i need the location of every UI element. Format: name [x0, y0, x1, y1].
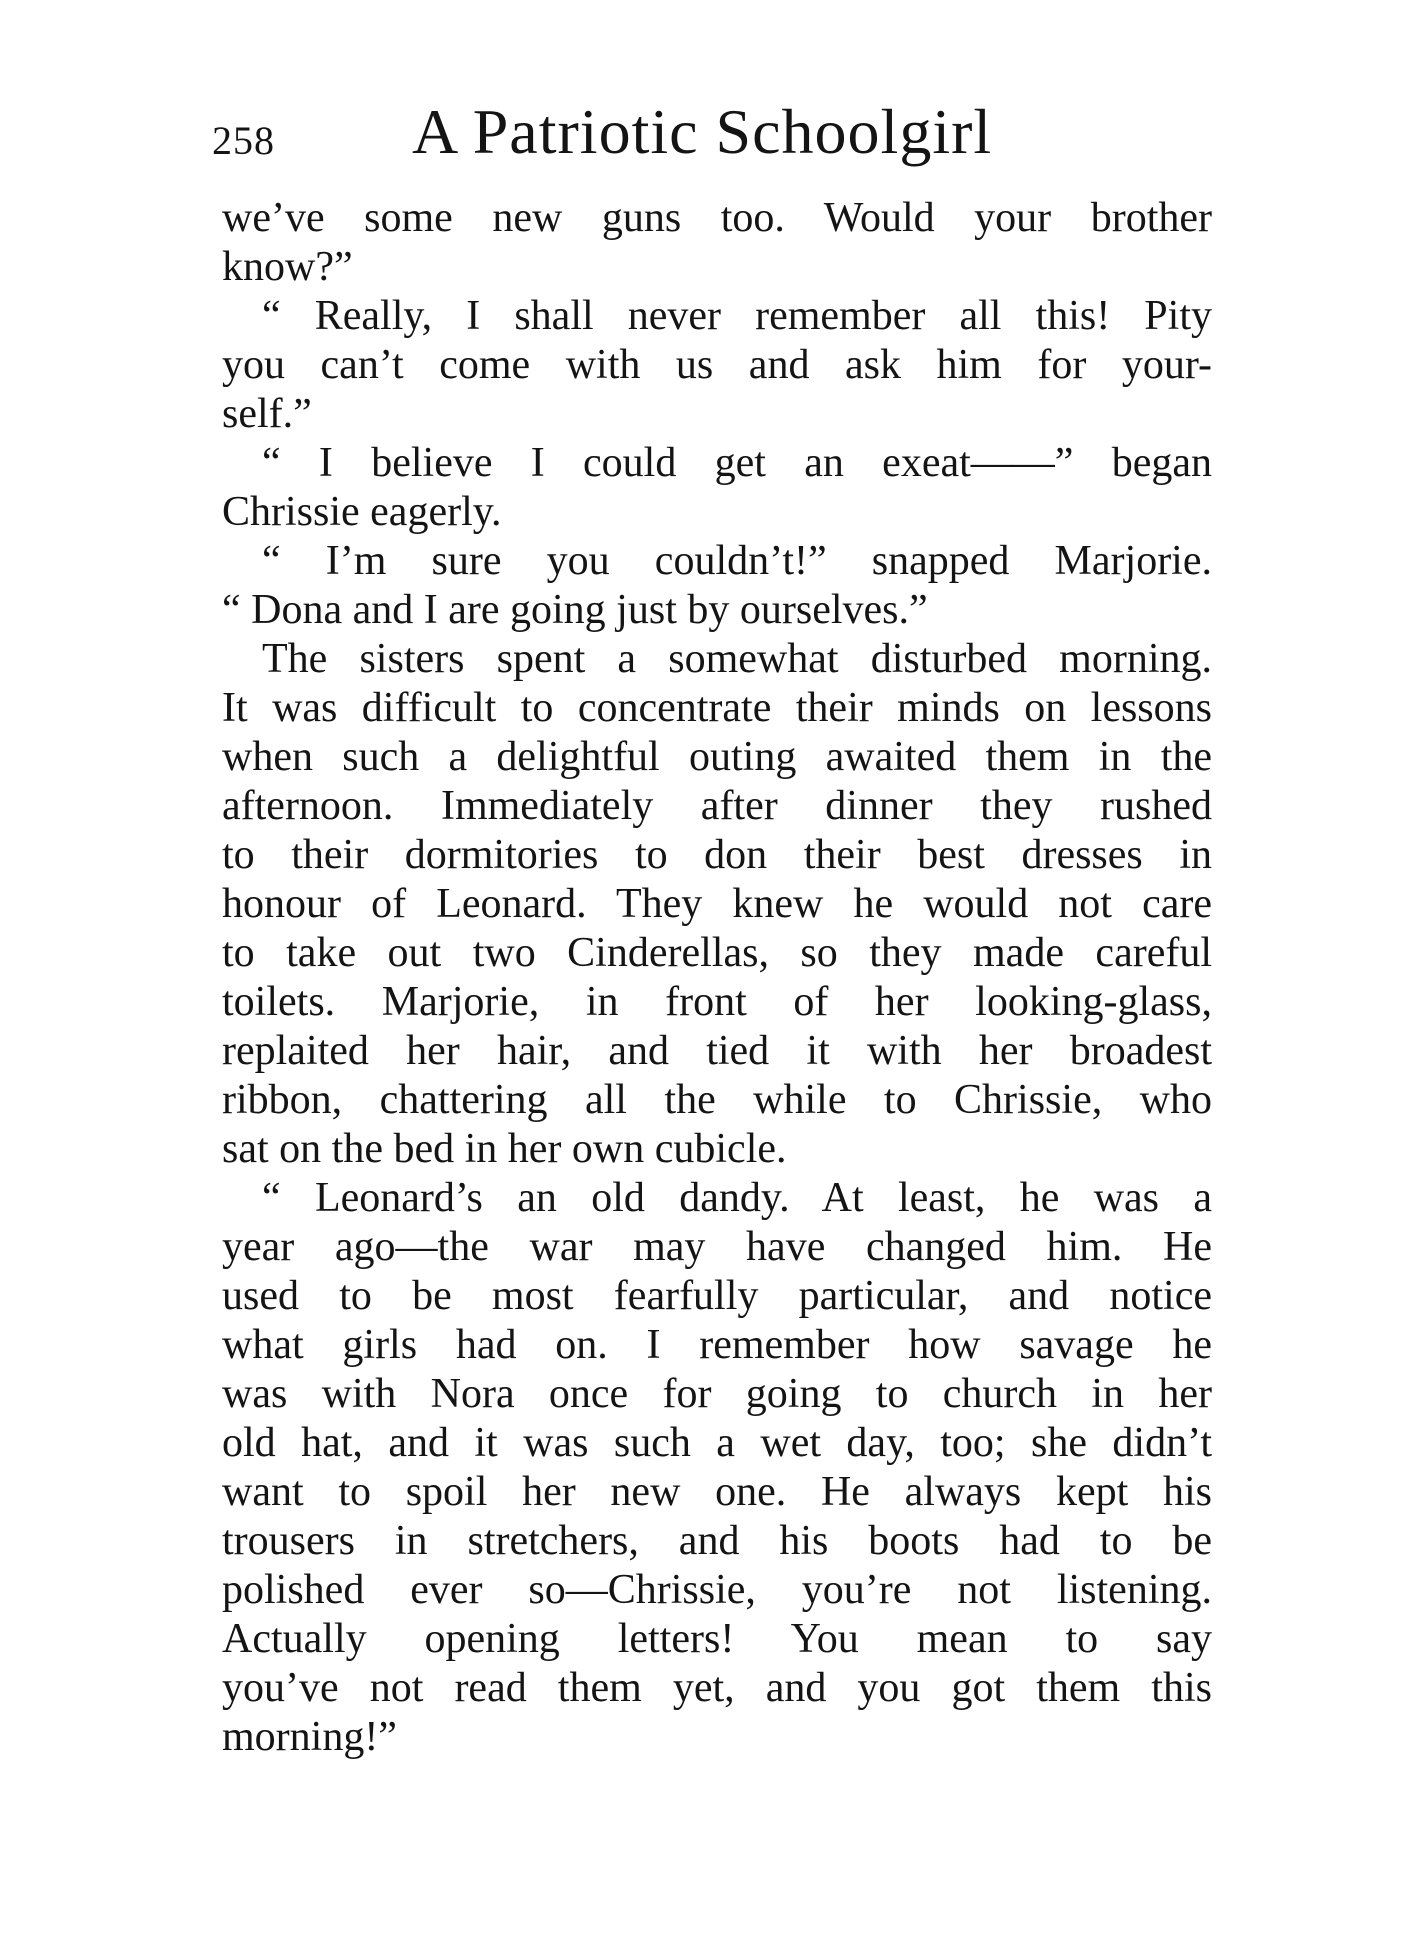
text-line: to take out two Cinderellas, so they made careful: [222, 930, 1212, 976]
text-line: what girls had on. I remember how savage he: [222, 1322, 1212, 1368]
text-line: The sisters spent a somewhat disturbed morning.: [262, 636, 1212, 682]
running-title: A Patriotic Schoolgirl: [412, 96, 993, 167]
text-line: to their dormitories to don their best dresses in: [222, 832, 1212, 878]
text-line: morning!”: [222, 1714, 397, 1760]
text-line: year ago—the war may have changed him. He: [222, 1224, 1212, 1270]
text-line: know?”: [222, 244, 353, 290]
text-line: “ Really, I shall never remember all this! Pity: [262, 293, 1212, 339]
text-line: afternoon. Immediately after dinner they rushed: [222, 783, 1212, 829]
text-line: It was difficult to concentrate their minds on lessons: [222, 685, 1212, 731]
text-line: want to spoil her new one. He always kept his: [222, 1469, 1212, 1515]
text-line: old hat, and it was such a wet day, too; she didn’t: [222, 1420, 1212, 1466]
text-line: Actually opening letters! You mean to say: [222, 1616, 1212, 1662]
text-line: “ I’m sure you couldn’t!” snapped Marjorie.: [262, 538, 1212, 584]
text-line: “ Dona and I are going just by ourselves.”: [222, 587, 928, 633]
text-line: honour of Leonard. They knew he would not care: [222, 881, 1212, 927]
text-line: when such a delightful outing awaited them in the: [222, 734, 1212, 780]
text-line: “ I believe I could get an exeat——” began: [262, 440, 1212, 486]
page-header: [212, 92, 1222, 172]
page-number: 258: [212, 118, 275, 163]
text-line: you can’t come with us and ask him for your-: [222, 342, 1212, 388]
text-line: sat on the bed in her own cubicle.: [222, 1126, 787, 1172]
text-line: you’ve not read them yet, and you got them this: [222, 1665, 1212, 1711]
text-line: self.”: [222, 391, 312, 437]
text-line: toilets. Marjorie, in front of her looking-glass,: [222, 979, 1212, 1025]
text-line: polished ever so—Chrissie, you’re not listening.: [222, 1567, 1212, 1613]
text-line: trousers in stretchers, and his boots had to be: [222, 1518, 1212, 1564]
text-line: was with Nora once for going to church in her: [222, 1371, 1212, 1417]
text-line: used to be most fearfully particular, and notice: [222, 1273, 1212, 1319]
text-line: replaited her hair, and tied it with her broadest: [222, 1028, 1212, 1074]
text-line: we’ve some new guns too. Would your brother: [222, 195, 1212, 241]
text-line: “ Leonard’s an old dandy. At least, he was a: [262, 1175, 1212, 1221]
text-line: Chrissie eagerly.: [222, 489, 502, 535]
text-line: ribbon, chattering all the while to Chrissie, who: [222, 1077, 1212, 1123]
body-text: [222, 194, 1212, 1762]
